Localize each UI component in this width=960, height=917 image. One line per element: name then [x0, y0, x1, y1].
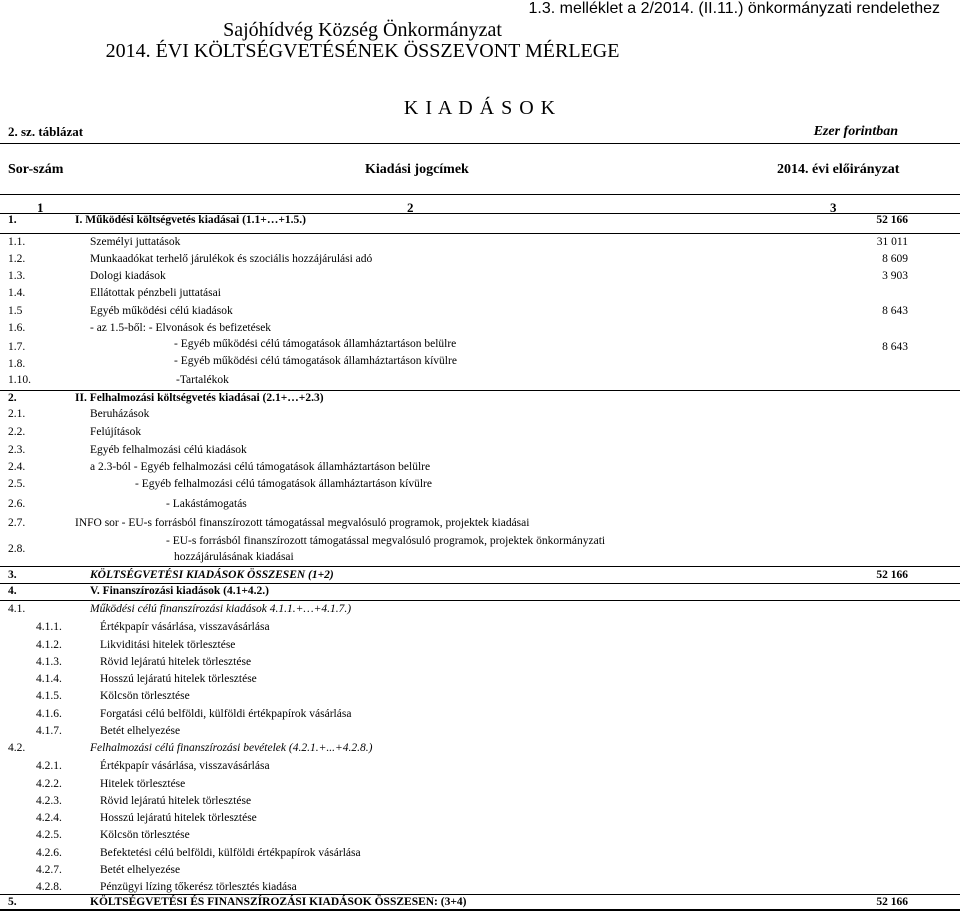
row-label: Rövid lejáratú hitelek törlesztése	[100, 795, 252, 807]
row-number: 4.2.1.	[36, 760, 62, 772]
row-number: 2.2.	[8, 426, 26, 438]
column-header-appropriation: 2014. évi előirányzat	[777, 162, 900, 177]
row-label	[75, 392, 324, 404]
row-label: Kölcsön törlesztése	[100, 690, 190, 702]
row-number: 4.2.4.	[36, 812, 62, 824]
row-label-text: II. Felhalmozási költségvetés kiadásai (2.1+…+2.3)	[75, 392, 324, 404]
row-number: 4.1.2.	[36, 639, 62, 651]
row-number: 4.2.2.	[36, 778, 62, 790]
row-label: KÖLTSÉGVETÉSI KIADÁSOK ÖSSZESEN (1+2)	[90, 569, 334, 581]
row-label: -Tartalékok	[176, 374, 229, 386]
row-label: Értékpapír vásárlása, visszavásárlása	[100, 760, 270, 772]
row-number: 2.3.	[8, 444, 26, 456]
annex-reference: 1.3. melléklet a 2/2014. (II.11.) önkormányzati rendelethez	[528, 0, 940, 17]
row-number: 1.10.	[8, 374, 31, 386]
row-number: 1.	[8, 214, 17, 226]
table-number: 2. sz. táblázat	[8, 124, 84, 139]
row-value: 8 643	[882, 305, 908, 317]
row-number: 2.1.	[8, 408, 26, 420]
row-number: 2.8.	[8, 543, 26, 555]
row-value: 52 166	[876, 214, 908, 226]
row-label: Felújítások	[90, 426, 142, 438]
row-number: 4.2.5.	[36, 829, 62, 841]
row-label: KÖLTSÉGVETÉSI ÉS FINANSZÍROZÁSI KIADÁSOK ÖSSZESEN: (3+4)	[90, 896, 467, 908]
row-number: 1.4.	[8, 287, 26, 299]
row-value: 31 011	[876, 236, 908, 248]
row-label: INFO sor - EU-s forrásból finanszírozott támogatással megvalósuló programok, projektek kiadásai	[75, 517, 530, 529]
document-title: 2014. ÉVI KÖLTSÉGVETÉSÉNEK ÖSSZEVONT MÉRLEGE	[105, 40, 620, 62]
row-label-continued: hozzájárulásának kiadásai	[174, 551, 294, 563]
row-label: Forgatási célú belföldi, külföldi értékpapírok vásárlása	[100, 708, 352, 720]
row-label: Egyéb felhalmozási célú kiadások	[90, 444, 247, 456]
row-label: Rövid lejáratú hitelek törlesztése	[100, 656, 252, 668]
row-number: 2.	[8, 392, 17, 404]
column-header-row-number: Sor-szám	[8, 162, 64, 177]
row-number: 1.3.	[8, 270, 26, 282]
row-number: 1.7.	[8, 341, 26, 353]
row-label: Dologi kiadások	[90, 270, 166, 282]
row-label: Likviditási hitelek törlesztése	[100, 639, 236, 651]
row-label: - Lakástámogatás	[166, 498, 247, 510]
row-divider	[0, 390, 960, 391]
row-divider	[0, 600, 960, 601]
row-label: Hosszú lejáratú hitelek törlesztése	[100, 673, 257, 685]
row-label: Munkaadókat terhelő járulékok és szociális hozzájárulási adó	[90, 253, 373, 265]
row-number: 3.	[8, 569, 17, 581]
column-number-3: 3	[830, 200, 837, 215]
row-label: Személyi juttatások	[90, 236, 181, 248]
row-value: 52 166	[876, 896, 908, 908]
row-label: Pénzügyi lízing tőkerész törlesztés kiadása	[100, 881, 297, 893]
column-header-title: Kiadási jogcímek	[365, 162, 469, 177]
row-number: 4.2.8.	[36, 881, 62, 893]
row-number: 4.1.5.	[36, 690, 62, 702]
row-number: 5.	[8, 896, 17, 908]
row-number: 4.1.	[8, 603, 26, 615]
row-number: 4.2.	[8, 742, 26, 754]
row-label: - Egyéb működési célú támogatások államháztartáson belülre	[174, 338, 457, 350]
row-label: a 2.3-ból - Egyéb felhalmozási célú támogatások államháztartáson belülre	[90, 461, 431, 473]
row-label: Betét elhelyezése	[100, 864, 181, 876]
row-number: 1.2.	[8, 253, 26, 265]
row-divider	[0, 233, 960, 234]
row-label: Működési célú finanszírozási kiadások 4.1.1.+…+4.1.7.)	[90, 603, 352, 615]
row-number: 4.2.6.	[36, 847, 62, 859]
row-number: 4.1.7.	[36, 725, 62, 737]
row-number: 1.5	[8, 305, 23, 317]
row-label: - Egyéb működési célú támogatások államháztartáson kívülre	[174, 355, 457, 367]
row-number: 4.2.7.	[36, 864, 62, 876]
row-label: Ellátottak pénzbeli juttatásai	[90, 287, 221, 299]
organization-name: Sajóhídvég Község Önkormányzat	[223, 19, 502, 41]
row-divider	[0, 583, 960, 584]
row-divider	[0, 894, 960, 895]
row-label: Beruházások	[90, 408, 150, 420]
column-number-1: 1	[37, 200, 44, 215]
row-label: Értékpapír vásárlása, visszavásárlása	[100, 621, 270, 633]
row-number: 4.	[8, 585, 17, 597]
row-label: - az 1.5-ből: - Elvonások és befizetések	[90, 322, 272, 334]
row-label: V. Finanszírozási kiadások (4.1+4.2.)	[90, 585, 269, 597]
row-label: Kölcsön törlesztése	[100, 829, 190, 841]
row-number: 1.1.	[8, 236, 26, 248]
section-title: K I A D Á S O K	[403, 97, 557, 119]
row-divider	[0, 566, 960, 567]
row-number: 2.7.	[8, 517, 26, 529]
row-label: Hosszú lejáratú hitelek törlesztése	[100, 812, 257, 824]
row-label: Betét elhelyezése	[100, 725, 181, 737]
row-value: 8 609	[882, 253, 908, 265]
row-number: 4.1.4.	[36, 673, 62, 685]
header-divider	[0, 194, 960, 195]
row-value: 8 643	[882, 341, 908, 353]
row-label: Egyéb működési célú kiadások	[90, 305, 233, 317]
table-bottom-border	[0, 909, 960, 911]
table-row	[0, 535, 960, 567]
unit-label: Ezer forintban	[813, 124, 898, 139]
row-number: 4.1.3.	[36, 656, 62, 668]
row-label: Felhalmozási célú finanszírozási bevételek (4.2.1.+...+4.2.8.)	[90, 742, 373, 754]
row-label: I. Működési költségvetés kiadásai (1.1+…+1.5.)	[75, 214, 306, 226]
row-number: 1.6.	[8, 322, 26, 334]
row-number: 2.4.	[8, 461, 26, 473]
table-top-border	[0, 143, 960, 144]
row-label: Hitelek törlesztése	[100, 778, 186, 790]
row-number: 4.2.3.	[36, 795, 62, 807]
row-number: 1.8.	[8, 358, 26, 370]
row-number: 4.1.1.	[36, 621, 62, 633]
row-number: 2.6.	[8, 498, 26, 510]
row-value: 3 903	[882, 270, 908, 282]
column-number-2: 2	[407, 200, 414, 215]
row-label: - Egyéb felhalmozási célú támogatások államháztartáson kívülre	[135, 478, 432, 490]
row-number: 4.1.6.	[36, 708, 62, 720]
row-label: - EU-s forrásból finanszírozott támogatással megvalósuló programok, projektek önkormányzati	[166, 535, 606, 547]
row-label: Befektetési célú belföldi, külföldi értékpapírok vásárlása	[100, 847, 361, 859]
row-value: 52 166	[876, 569, 908, 581]
row-number: 2.5.	[8, 478, 26, 490]
